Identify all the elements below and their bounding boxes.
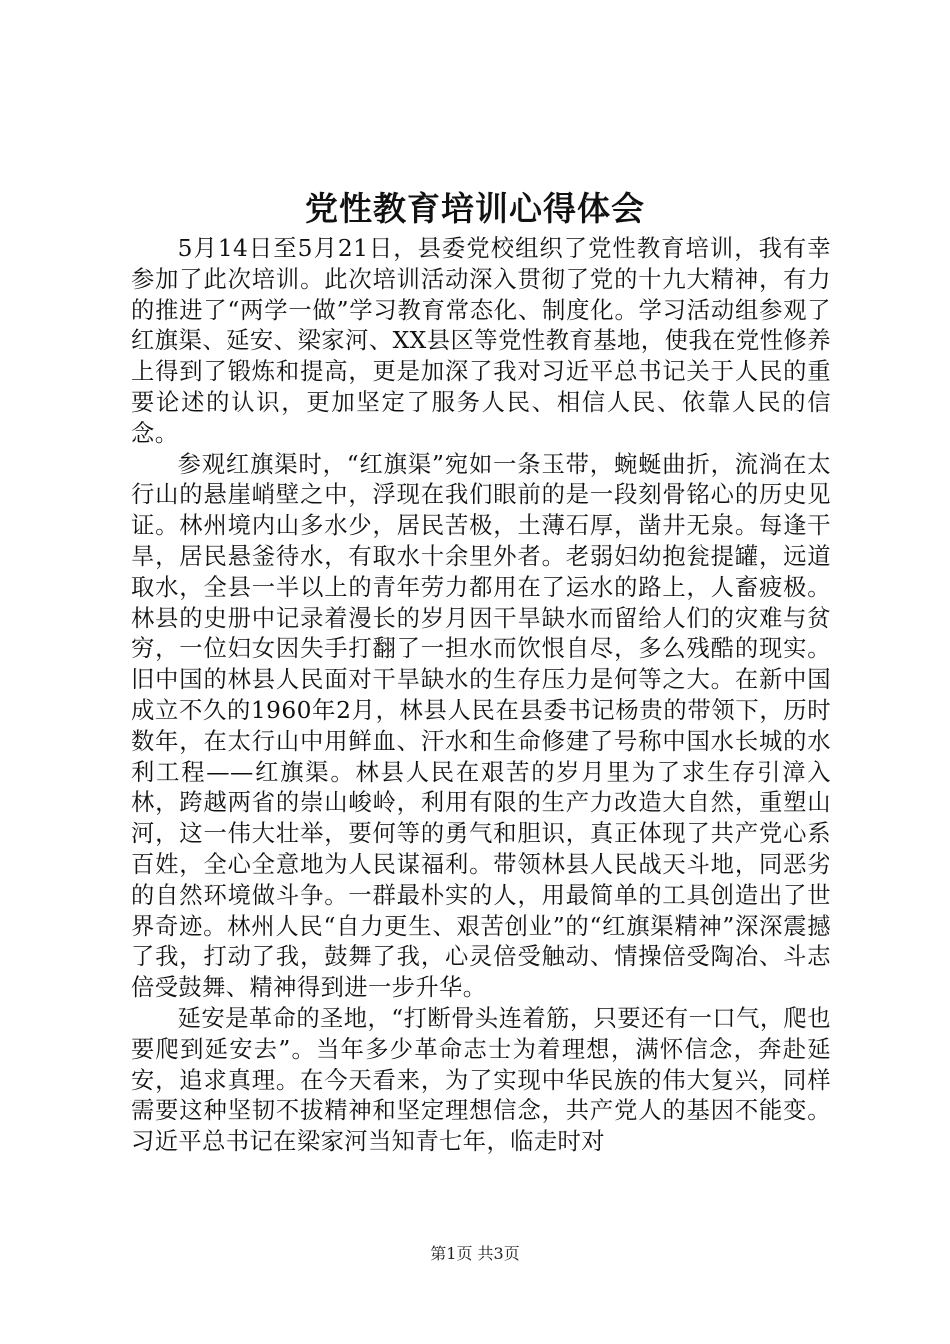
document-body — [131, 234, 831, 1158]
document-title: 党性教育培训心得体会 — [305, 189, 645, 228]
page-number-footer: 第1页 共3页 — [430, 1244, 520, 1263]
paragraph: 5月14日至5月21日，县委党校组织了党性教育培训，我有幸参加了此次培训。此次培训活动深入贯彻了党的十九大精神，有力的推进了“两学一做”学习教育常态化、制度化。学习活动组参观了红旗渠、延安、梁家河、XX县区等党性教育基地，使我在党性修养上得到了锻炼和提高，更是加深了我对习近平总书记关于人民的重要论述的认识，更加坚定了服务人民、相信人民、依靠人民的信念。 — [131, 235, 831, 447]
paragraph: 延安是革命的圣地，“打断骨头连着筋，只要还有一口气，爬也要爬到延安去”。当年多少革命志士为着理想，满怀信念，奔赴延安，追求真理。在今天看来，为了实现中华民族的伟大复兴，同样需要这种坚韧不拔精神和坚定理想信念，共产党人的基因不能变。习近平总书记在梁家河当知青七年，临走时对 — [131, 1004, 831, 1156]
paragraph: 参观红旗渠时，“红旗渠”宛如一条玉带，蜿蜒曲折，流淌在太行山的悬崖峭壁之中，浮现在我们眼前的是一段刻骨铭心的历史见证。林州境内山多水少，居民苦极，土薄石厚，凿井无泉。每逢干旱，居民悬釜待水，有取水十余里外者。老弱妇幼抱瓮提罐，远道取水，全县一半以上的青年劳力都用在了运水的路上，人畜疲极。林县的史册中记录着漫长的岁月因干旱缺水而留给人们的灾难与贫穷，一位妇女因失手打翻了一担水而饮恨自尽，多么残酷的现实。旧中国的林县人民面对干旱缺水的生存压力是何等之大。在新中国成立不久的1960年2月，林县人民在县委书记杨贵的带领下，历时数年，在太行山中用鲜血、汗水和生命修建了号称中国水长城的水利工程——红旗渠。林县人民在艰苦的岁月里为了求生存引漳入林，跨越两省的崇山峻岭，利用有限的生产力改造大自然，重塑山河，这一伟大壮举，要何等的勇气和胆识，真正体现了共产党心系百姓，全心全意地为人民谋福利。带领林县人民战天斗地，同恶劣的自然环境做斗争。一群最朴实的人，用最简单的工具创造出了世界奇迹。林州人民“自力更生、艰苦创业”的“红旗渠精神”深深震撼了我，打动了我，鼓舞了我，心灵倍受触动、情操倍受陶冶、斗志倍受鼓舞、精神得到进一步升华。 — [131, 450, 831, 1002]
